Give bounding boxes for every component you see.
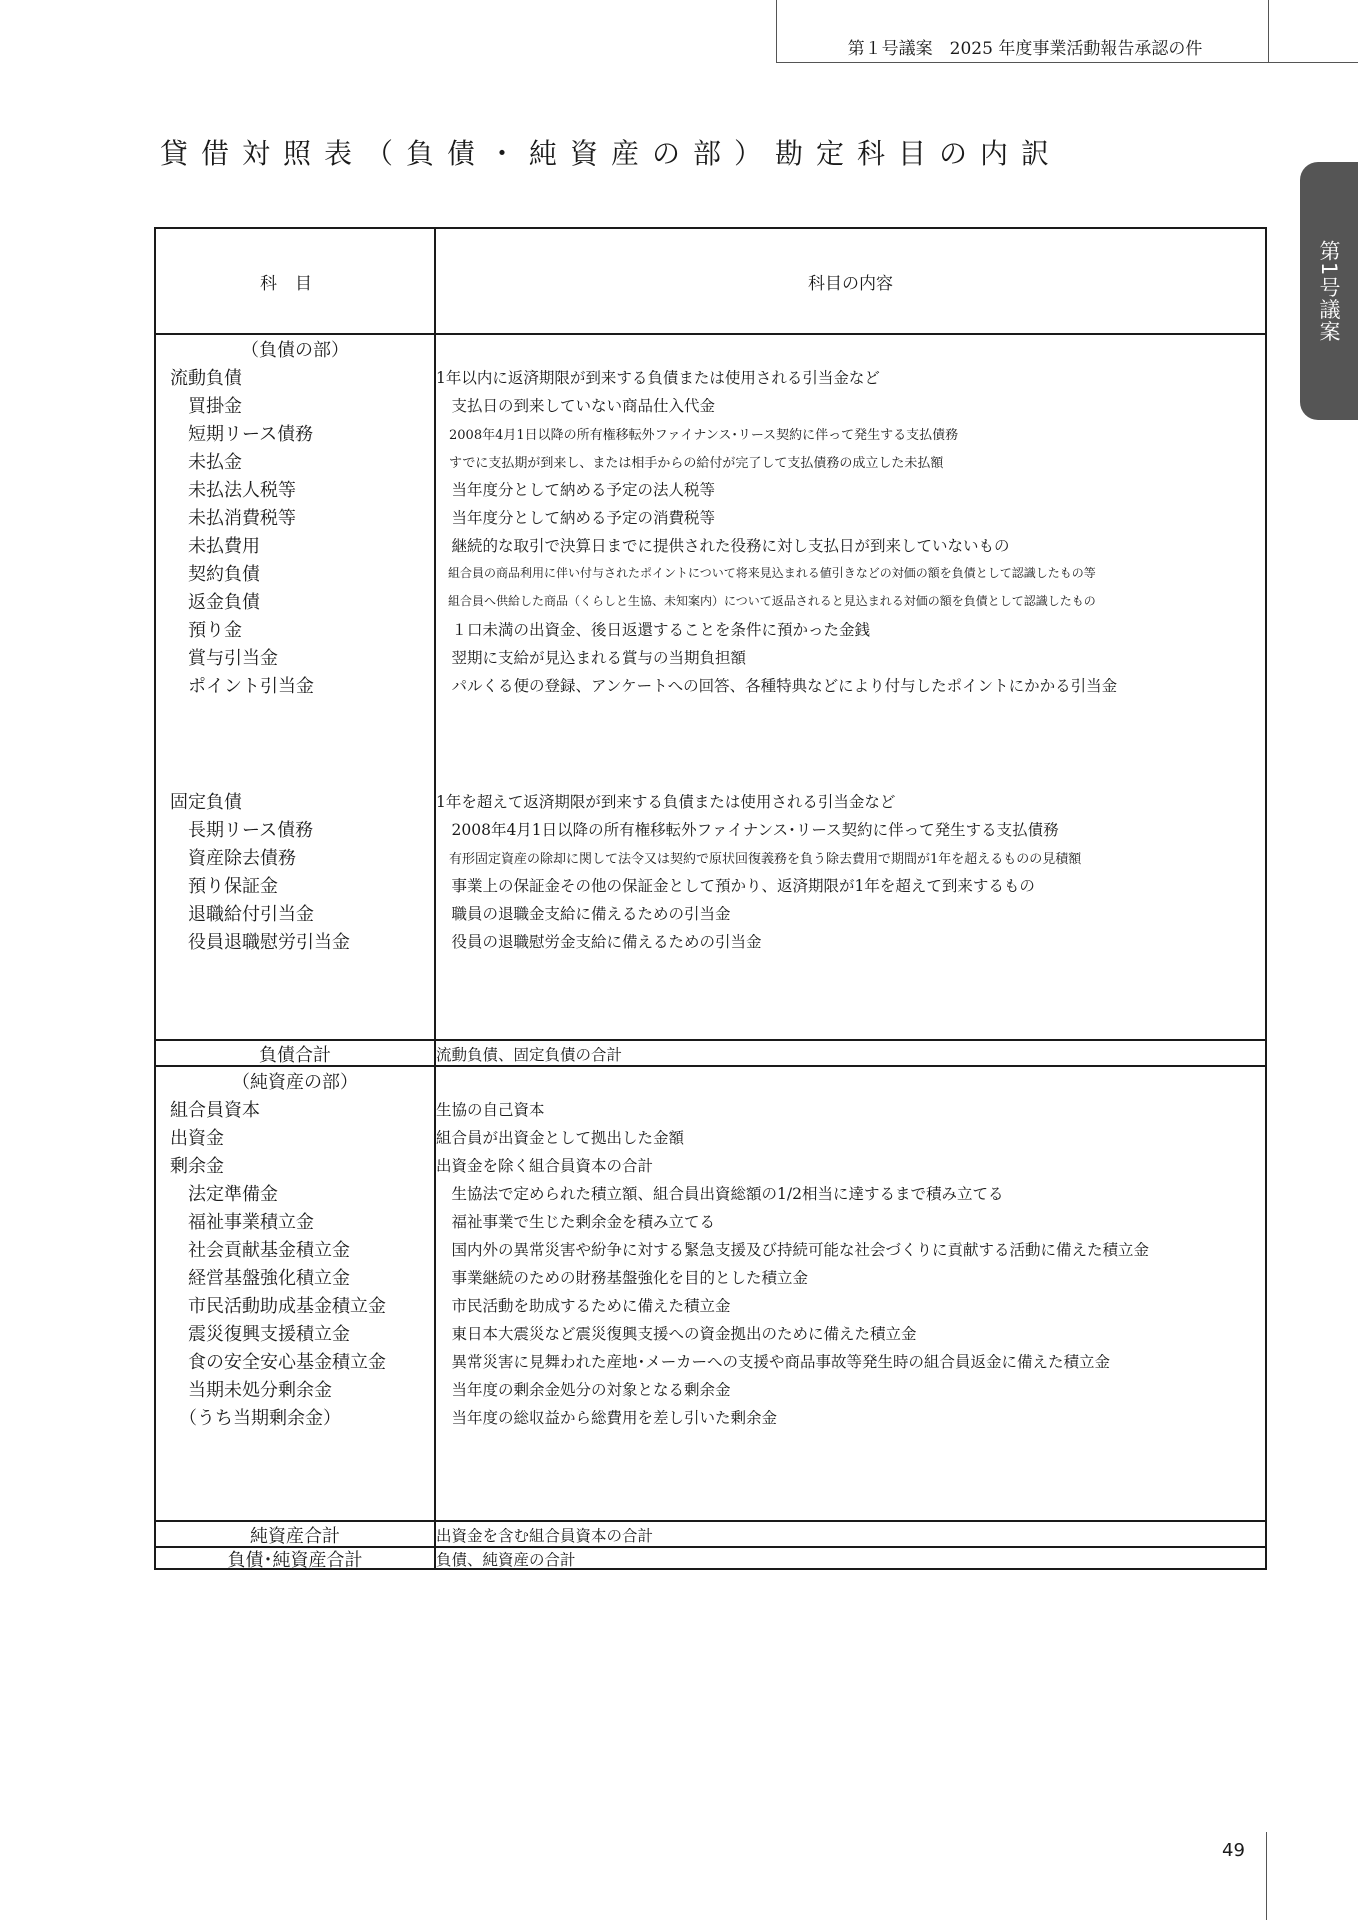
- grand-total-label: 負債･純資産合計: [227, 1550, 363, 1571]
- account-description: 1年以内に返済期限が到来する負債または使用される引当金など: [436, 369, 880, 387]
- account-description: 当年度の剰余金処分の対象となる剰余金: [436, 1381, 731, 1399]
- account-name: （うち当期剰余金）: [170, 1408, 341, 1429]
- account-name: 退職給付引当金: [170, 904, 314, 925]
- account-name: 食の安全安心基金積立金: [170, 1352, 386, 1373]
- header-underline: [776, 62, 1358, 63]
- table-row: [156, 869, 1265, 897]
- account-name: 剰余金: [170, 1156, 224, 1177]
- account-name: 買掛金: [170, 396, 242, 417]
- account-description: すでに支払期が到来し、または相手からの給付が完了して支払債務の成立した未払額: [436, 456, 944, 471]
- column-header-content: 科目の内容: [808, 274, 893, 294]
- account-name: 預り金: [170, 620, 242, 641]
- account-name: 当期未処分剰余金: [170, 1380, 332, 1401]
- account-description: 職員の退職金支給に備えるための引当金: [436, 905, 731, 923]
- table-row: [156, 529, 1265, 557]
- account-name: 賞与引当金: [170, 648, 278, 669]
- account-name: 資産除去債務: [170, 848, 296, 869]
- account-name: 長期リース債務: [170, 820, 314, 841]
- header-divider-left: [776, 0, 777, 62]
- table-row: [156, 1401, 1265, 1429]
- section-side-tab: [1300, 162, 1358, 420]
- account-name: 出資金: [170, 1128, 224, 1149]
- account-name: 預り保証金: [170, 876, 278, 897]
- account-description: 継続的な取引で決算日までに提供された役務に対し支払日が到来していないもの: [436, 537, 1010, 555]
- account-description: 翌期に支給が見込まれる賞与の当期負担額: [436, 649, 747, 667]
- liabilities-total-description: 流動負債、固定負債の合計: [436, 1046, 623, 1064]
- table-row: [156, 813, 1265, 841]
- account-description: 国内外の異常災害や紛争に対する緊急支援及び持続可能な社会づくりに貢献する活動に備えた積立金: [436, 1241, 1150, 1259]
- account-description: 2008年4月1日以降の所有権移転外ファイナンス･リース契約に伴って発生する支払債務: [436, 428, 959, 443]
- page-number-divider: [1266, 1832, 1267, 1920]
- account-description: １口未満の出資金、後日返還することを条件に預かった金銭: [436, 621, 871, 639]
- account-description: 生協の自己資本: [436, 1101, 545, 1119]
- account-name: 法定準備金: [170, 1184, 278, 1205]
- account-description: 当年度の総収益から総費用を差し引いた剰余金: [436, 1409, 778, 1427]
- account-description: 役員の退職慰労金支給に備えるための引当金: [436, 933, 762, 951]
- account-name: 未払消費税等: [170, 508, 296, 529]
- account-description: 事業継続のための財務基盤強化を目的とした積立金: [436, 1269, 809, 1287]
- net-assets-total-label: 純資産合計: [250, 1526, 340, 1547]
- page-number: 49: [1222, 1840, 1245, 1861]
- side-tab-label: 第1号議案: [1317, 239, 1341, 343]
- table-row: [156, 613, 1265, 641]
- table-row: [156, 501, 1265, 529]
- table-row: [156, 897, 1265, 925]
- table-row: [156, 557, 1265, 585]
- account-description: 出資金を除く組合員資本の合計: [436, 1157, 654, 1175]
- account-name: 市民活動助成基金積立金: [170, 1296, 386, 1317]
- account-name: 社会貢献基金積立金: [170, 1240, 350, 1261]
- account-description: 支払日の到来していない商品仕入代金: [436, 397, 716, 415]
- table-row: [156, 1289, 1265, 1317]
- table-row-grand-total: [156, 1546, 1265, 1571]
- account-description: 当年度分として納める予定の消費税等: [436, 509, 716, 527]
- section-label-liabilities: （負債の部）: [241, 340, 349, 361]
- account-name: 流動負債: [170, 368, 242, 389]
- page-title: 貸借対照表（負債・純資産の部）勘定科目の内訳: [160, 137, 1063, 170]
- table-row: [156, 1373, 1265, 1401]
- table-row: [156, 641, 1265, 669]
- account-description: 市民活動を助成するために備えた積立金: [436, 1297, 731, 1315]
- table-row: [156, 1205, 1265, 1233]
- header-divider-right: [1268, 0, 1269, 62]
- table-row: [156, 1065, 1265, 1093]
- account-name: 短期リース債務: [170, 424, 314, 445]
- liabilities-total-label: 負債合計: [259, 1045, 331, 1066]
- account-name: 未払法人税等: [170, 480, 296, 501]
- account-name: 未払金: [170, 452, 242, 473]
- table-row: [156, 1317, 1265, 1345]
- account-name: 契約負債: [170, 564, 260, 585]
- table-row: [156, 1149, 1265, 1177]
- account-breakdown-table: [154, 227, 1267, 1570]
- account-name: 福祉事業積立金: [170, 1212, 314, 1233]
- table-row-net-assets-total: [156, 1520, 1265, 1546]
- account-name: 役員退職慰労引当金: [170, 932, 350, 953]
- account-description: 2008年4月1日以降の所有権移転外ファイナンス･リース契約に伴って発生する支払債務: [436, 821, 1059, 839]
- account-description: 組合員の商品利用に伴い付与されたポイントについて将来見込まれる値引きなどの対価の額を負債として認識したもの等: [436, 566, 1096, 580]
- grand-total-description: 負債、純資産の合計: [436, 1551, 576, 1569]
- account-name: ポイント引当金: [170, 676, 314, 697]
- table-row: [156, 1093, 1265, 1121]
- table-row: [156, 361, 1265, 389]
- account-description: 有形固定資産の除却に関して法令又は契約で原状回復義務を負う除去費用で期間が1年を超えるものの見積額: [436, 852, 1082, 867]
- account-description: 東日本大震災など震災復興支援への資金拠出のために備えた積立金: [436, 1325, 917, 1343]
- table-row: [156, 473, 1265, 501]
- table-row-liabilities-total: [156, 1039, 1265, 1065]
- table-row: [156, 1261, 1265, 1289]
- account-description: 当年度分として納める予定の法人税等: [436, 481, 716, 499]
- table-row: [156, 333, 1265, 361]
- account-description: 組合員へ供給した商品（くらしと生協、未知案内）について返品されると見込まれる対価の額を負債として認識したもの: [436, 594, 1096, 608]
- account-name: 経営基盤強化積立金: [170, 1268, 350, 1289]
- table-row: [156, 585, 1265, 613]
- account-description: 事業上の保証金その他の保証金として預かり、返済期限が1年を超えて到来するもの: [436, 877, 1035, 895]
- table-row: [156, 925, 1265, 953]
- table-row: [156, 389, 1265, 417]
- account-name: 返金負債: [170, 592, 260, 613]
- account-description: 福祉事業で生じた剰余金を積み立てる: [436, 1213, 716, 1231]
- account-description: 組合員が出資金として拠出した金額: [436, 1129, 685, 1147]
- section-label-net-assets: （純資産の部）: [232, 1072, 358, 1093]
- account-description: 生協法で定められた積立額、組合員出資総額の1/2相当に達するまで積み立てる: [436, 1185, 1004, 1203]
- account-description: パルくる便の登録、アンケートへの回答、各種特典などにより付与したポイントにかかる引当金: [436, 677, 1118, 695]
- table-row: [156, 1177, 1265, 1205]
- table-row: [156, 841, 1265, 869]
- account-name: 固定負債: [170, 792, 242, 813]
- running-header: 第１号議案 2025 年度事業活動報告承認の件: [847, 39, 1203, 59]
- table-row: [156, 445, 1265, 473]
- account-name: 組合員資本: [170, 1100, 260, 1121]
- net-assets-total-description: 出資金を含む組合員資本の合計: [436, 1527, 654, 1545]
- account-description: 異常災害に見舞われた産地･メーカーへの支援や商品事故等発生時の組合員返金に備えた積立金: [436, 1353, 1110, 1371]
- account-name: 震災復興支援積立金: [170, 1324, 350, 1345]
- table-row: [156, 417, 1265, 445]
- table-row: [156, 1121, 1265, 1149]
- table-row: [156, 785, 1265, 813]
- table-row: [156, 1345, 1265, 1373]
- table-row: [156, 1233, 1265, 1261]
- column-header-item: 科目: [260, 274, 330, 294]
- account-description: 1年を超えて返済期限が到来する負債または使用される引当金など: [436, 793, 896, 811]
- table-row: [156, 669, 1265, 697]
- account-name: 未払費用: [170, 536, 260, 557]
